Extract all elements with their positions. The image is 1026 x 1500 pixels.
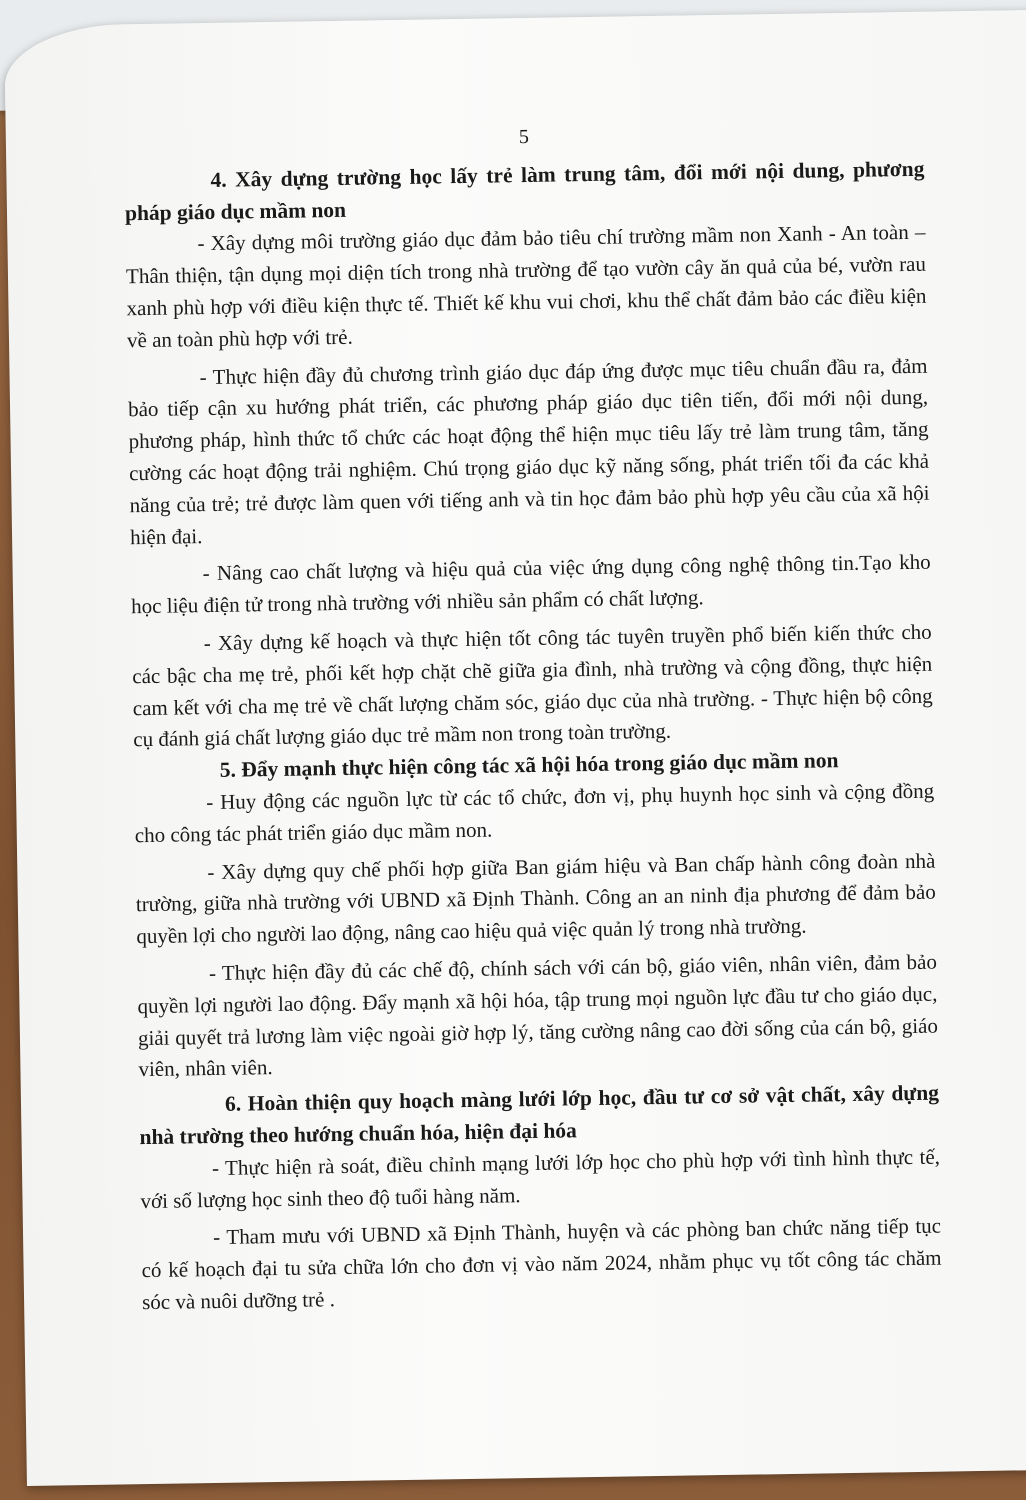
- section-5-paragraph-2: - Xây dựng quy chế phối hợp giữa Ban giám hiệu và Ban chấp hành công đoàn nhà trường, giữa nhà trường với UBND xã Định Thành. Công an an ninh địa phương để đảm bảo quyền lợi cho người lao động, nâng cao hiệu quả việc quản lý trong nhà trường.: [135, 848, 936, 949]
- section-5-paragraph-3: - Thực hiện đầy đủ các chế độ, chính sách với cán bộ, giáo viên, nhân viên, đảm bảo quyền lợi người lao động. Đẩy mạnh xã hội hóa, tập trung mọi nguồn lực đầu tư cho giáo dục, giải quyết trả lương làm việc ngoài giờ hợp lý, tăng cường nâng cao đời sống của cán bộ, giáo viên, nhân viên.: [137, 949, 939, 1082]
- section-6-paragraph-1: - Thực hiện rà soát, điều chỉnh mạng lưới lớp học cho phù hợp với tình hình thực tế, với số lượng học sinh theo độ tuổi hàng năm.: [140, 1144, 941, 1213]
- section-6-paragraph-2: - Tham mưu với UBND xã Định Thành, huyện và các phòng ban chức năng tiếp tục có kế hoạch đại tu sửa chữa lớn cho đơn vị vào năm 2024, nhằm phục vụ tốt công tác chăm sóc và nuôi dưỡng trẻ .: [141, 1213, 942, 1315]
- section-4-paragraph-4: - Xây dựng kế hoạch và thực hiện tốt công tác tuyên truyền phổ biến kiến thức cho các bậc cha mẹ trẻ, phối kết hợp chặt chẽ giữa gia đình, nhà trường và cộng đồng, thực hiện cam kết với cha mẹ trẻ về chất lượng chăm sóc, giáo dục của nhà trường. - Thực hiện bộ công cụ đánh giá chất lượng giáo dục trẻ mầm non trong toàn trường.: [132, 619, 933, 752]
- page-content: [124, 116, 943, 1319]
- section-4-paragraph-2: - Thực hiện đầy đủ chương trình giáo dục đáp ứng được mục tiêu chuẩn đầu ra, đảm bảo tiếp cận xu hướng phát triển, các phương pháp giáo dục tiên tiến, đổi mới nội dung, phương pháp, hình thức tổ chức các hoạt động thể hiện mục tiêu lấy trẻ làm trung tâm, tăng cường các hoạt động trải nghiệm. Chú trọng giáo dục kỹ năng sống, phát triển tối đa các khả năng của trẻ; trẻ được làm quen với tiếng anh và tin học đảm bảo phù hợp yêu cầu của xã hội hiện đại.: [127, 353, 930, 549]
- page-number: 5: [518, 125, 530, 149]
- section-4-paragraph-3: - Nâng cao chất lượng và hiệu quả của việc ứng dụng công nghệ thông tin.Tạo kho học liệu điện tử trong nhà trường với nhiều sản phẩm có chất lượng.: [131, 550, 931, 619]
- document-page: [4, 10, 1026, 1486]
- section-4-heading: 4. Xây dựng trường học lấy trẻ làm trung tâm, đổi mới nội dung, phương pháp giáo dục mầm non: [124, 156, 925, 225]
- section-5-paragraph-1: - Huy động các nguồn lực từ các tổ chức, đơn vị, phụ huynh học sinh và cộng đồng cho công tác phát triển giáo dục mầm non.: [134, 778, 935, 847]
- section-4-paragraph-1: - Xây dựng môi trường giáo dục đảm bảo tiêu chí trường mầm non Xanh - An toàn – Thân thiện, tận dụng mọi diện tích trong nhà trường để tạo vườn cây ăn quả của bé, vườn rau xanh phù hợp với điều kiện thực tế. Thiết kế khu vui chơi, khu thể chất đảm bảo các điều kiện về an toàn phù hợp với trẻ.: [125, 220, 927, 353]
- section-6-heading: 6. Hoàn thiện quy hoạch màng lưới lớp học, đầu tư cơ sở vật chất, xây dựng nhà trường theo hướng chuẩn hóa, hiện đại hóa: [139, 1080, 940, 1150]
- section-5-heading: 5. Đẩy mạnh thực hiện công tác xã hội hóa trong giáo dục mầm non: [219, 748, 839, 783]
